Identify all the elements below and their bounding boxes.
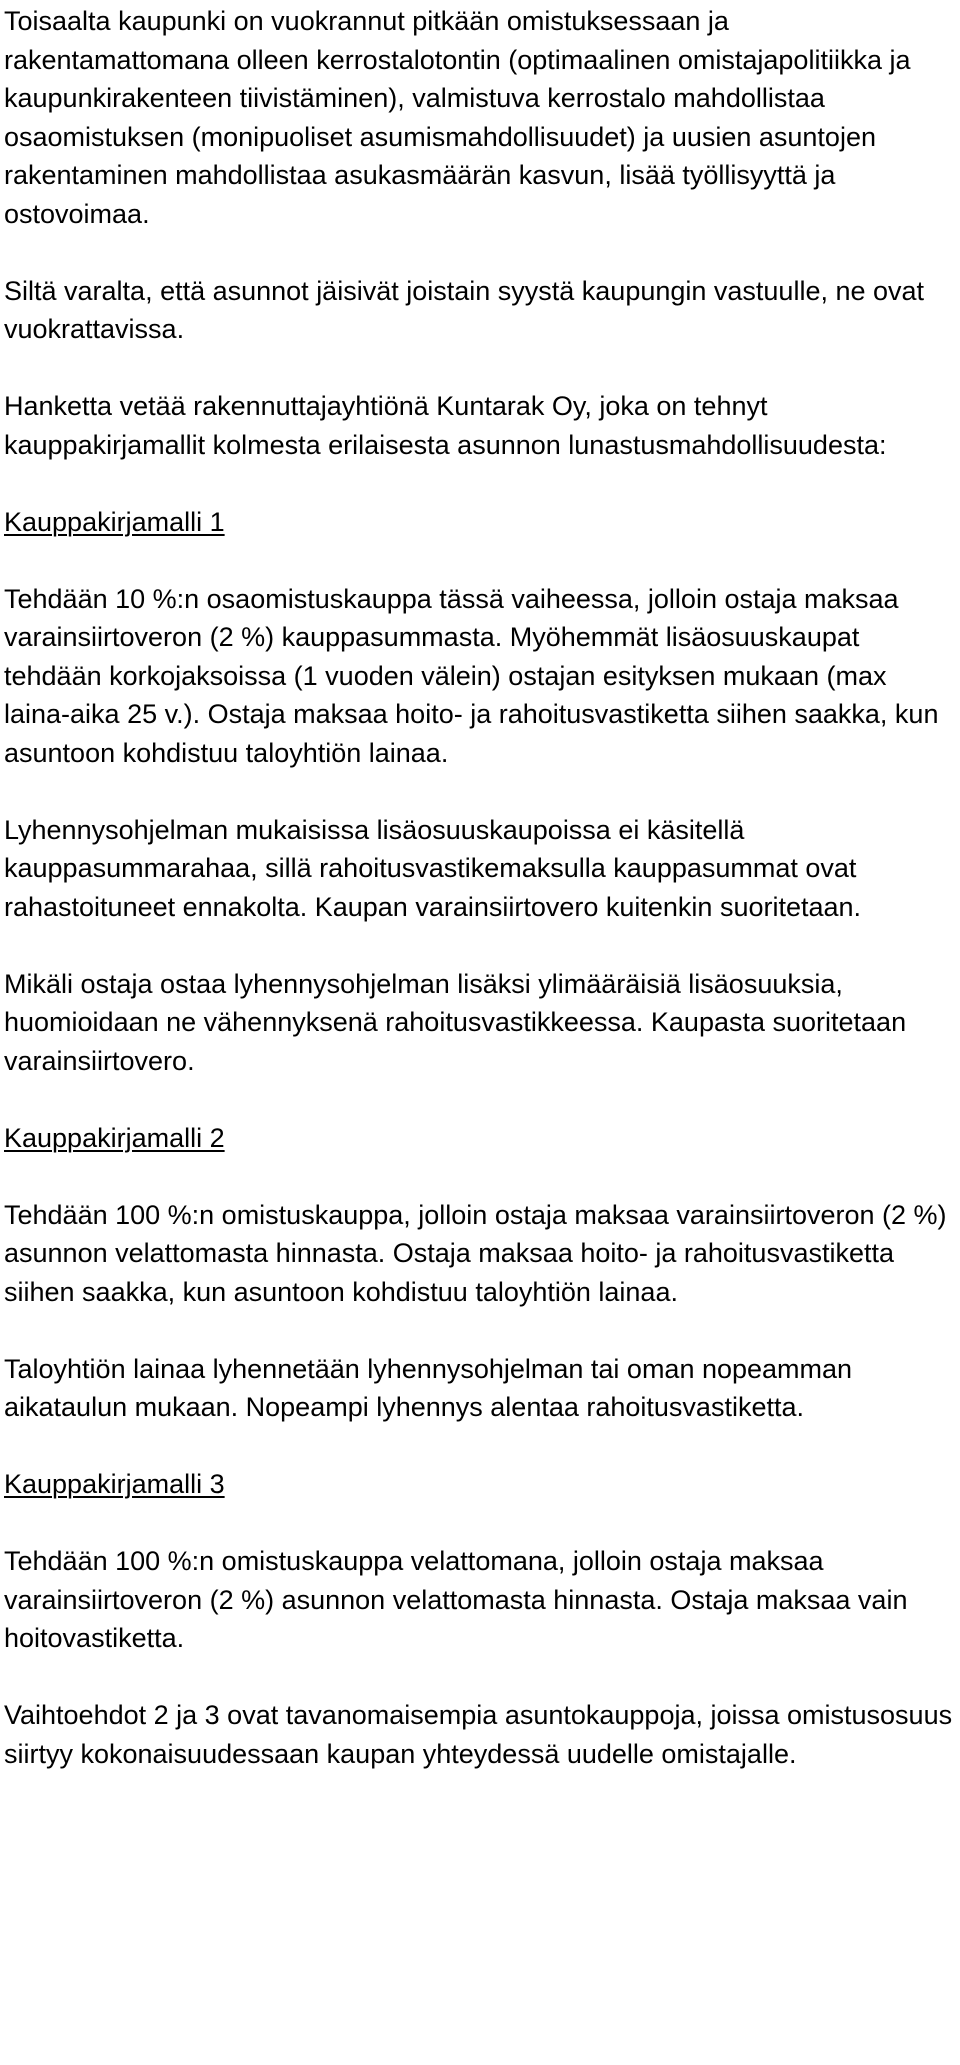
paragraph-model-2-loan: Taloyhtiön lainaa lyhennetään lyhennysohjelman tai oman nopeamman aikataulun mukaan. Nopeampi lyhennys alentaa rahoitusvastiketta. (4, 1353, 853, 1422)
paragraph-model-2-terms: Tehdään 100 %:n omistuskauppa, jolloin ostaja maksaa varainsiirtoveron (2 %) asunnon velattomasta hinnasta. Ostaja maksaa hoito- ja rahoitusvastiketta siihen saakka, kun asuntoon kohdistuu taloyhtiön lainaa. (4, 1199, 947, 1307)
paragraph-conclusion: Vaihtoehdot 2 ja 3 ovat tavanomaisempia asuntokauppoja, joissa omistusosuus siirtyy kokonaisuudessaan kaupan yhteydessä uudelle omistajalle. (4, 1700, 953, 1769)
paragraph-model-3-terms: Tehdään 100 %:n omistuskauppa velattomana, jolloin ostaja maksaa varainsiirtoveron (2 %) asunnon velattomasta hinnasta. Ostaja maksaa vain hoitovastiketta. (4, 1546, 908, 1653)
paragraph-city-leased-plot: Toisaalta kaupunki on vuokrannut pitkään omistuksessaan ja rakentamattomana olleen kerrostalotontin (optimaalinen omistajapolitiikka ja kaupunkirakenteen tiivistäminen), valmistuva kerrostalo mahdollistaa osaomistuksen (monipuoliset asumismahdollisuudet) ja uusien asuntojen rakentaminen mahdollistaa asukasmäärän kasvun, lisää työllisyyttä ja ostovoimaa. (4, 6, 911, 229)
heading-kauppakirjamalli-2: Kauppakirjamalli 2 (4, 1122, 225, 1153)
paragraph-model-1-additional-shares: Lyhennysohjelman mukaisissa lisäosuuskaupoissa ei käsitellä kauppasummarahaa, sillä rahoitusvastikemaksulla kauppasummat ovat rahastoituneet ennakolta. Kaupan varainsiirtovero kuitenkin suoritetaan. (4, 814, 862, 922)
paragraph-model-1-terms: Tehdään 10 %:n osaomistuskauppa tässä vaiheessa, jolloin ostaja maksaa varainsiirtoveron (2 %) kauppasummasta. Myöhemmät lisäosuuskaupat tehdään korkojaksoissa (1 vuoden välein) ostajan esityksen mukaan (max laina-aika 25 v.). Ostaja maksaa hoito- ja rahoitusvastiketta siihen saakka, kun asuntoon kohdistuu taloyhtiön lainaa. (4, 583, 939, 768)
paragraph-apartments-rentable: Siltä varalta, että asunnot jäisivät joistain syystä kaupungin vastuulle, ne ovat vuokrattavissa. (4, 275, 925, 344)
paragraph-kuntarak-project: Hanketta vetää rakennuttajayhtiönä Kuntarak Oy, joka on tehnyt kauppakirjamallit kolmesta erilaisesta asunnon lunastusmahdollisuudesta: (4, 391, 887, 460)
document-body (4, 2, 954, 1773)
paragraph-model-1-extra-shares: Mikäli ostaja ostaa lyhennysohjelman lisäksi ylimääräisiä lisäosuuksia, huomioidaan ne vähennyksenä rahoitusvastikkeessa. Kaupasta suoritetaan varainsiirtovero. (4, 968, 907, 1076)
heading-kauppakirjamalli-3: Kauppakirjamalli 3 (4, 1469, 225, 1499)
heading-kauppakirjamalli-1: Kauppakirjamalli 1 (4, 506, 225, 537)
